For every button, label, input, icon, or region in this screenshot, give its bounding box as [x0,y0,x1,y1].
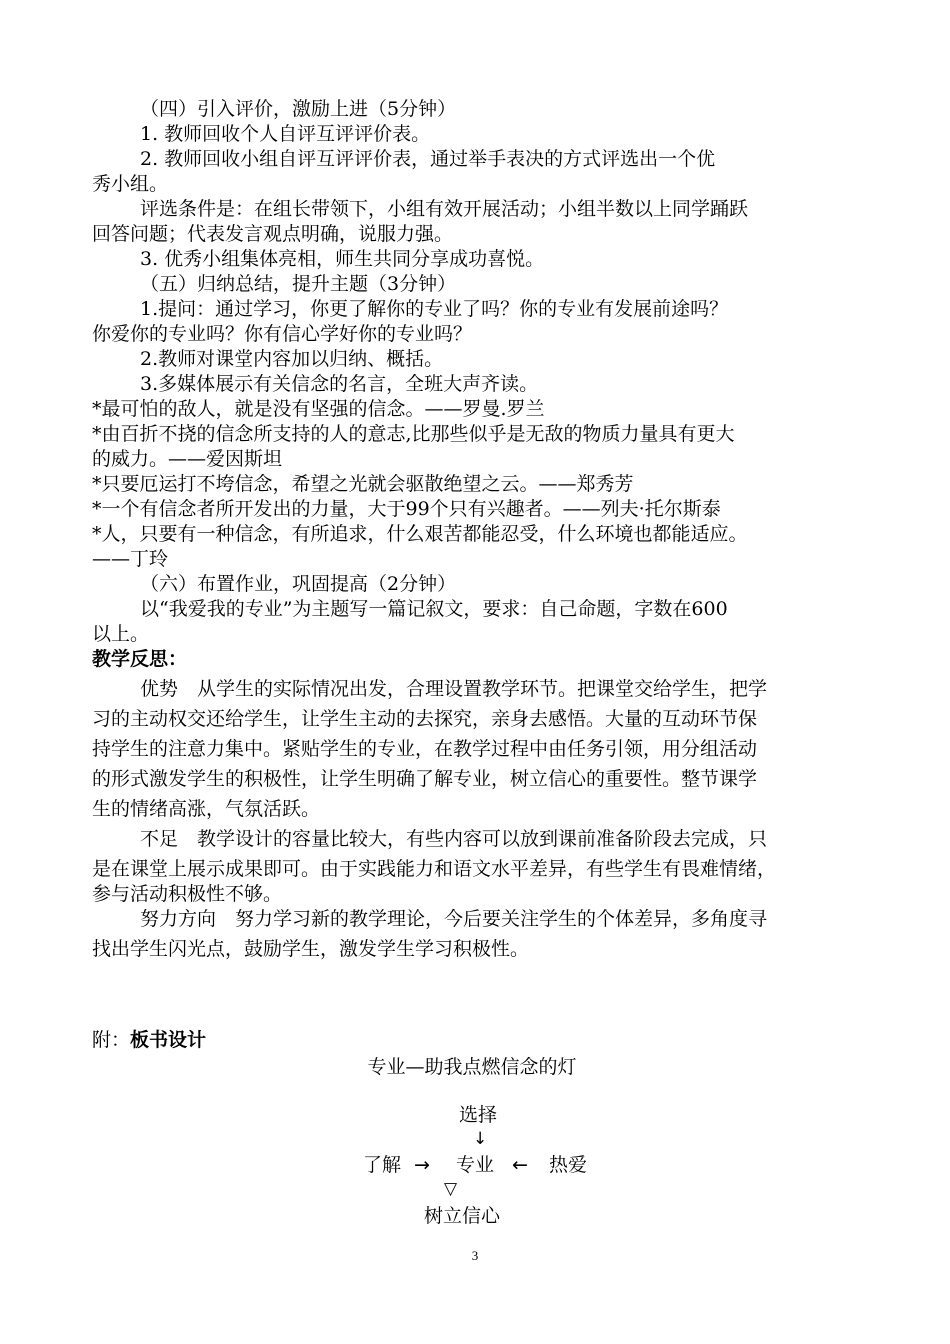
paragraph-line: 生的情绪高涨，气氛活跃。 [92,798,321,820]
paragraph-line: 持学生的注意力集中。紧贴学生的专业，在教学过程中由任务引领，用分组活动 [92,738,758,760]
page-number: 3 [471,1248,479,1263]
section-heading-4: （四）引入评价，激励上进（5分钟） [140,98,457,120]
appendix-title: 板书设计 [130,1029,207,1051]
arrow-down-icon: ↓ [473,1129,488,1149]
arrow-left-icon: ← [512,1154,528,1176]
arrow-right-icon: → [414,1154,430,1176]
board-node-top: 选择 [458,1104,498,1126]
quote-line: *一个有信念者所开发出的力量，大于99个只有兴趣者。——列夫·托尔斯泰 [92,498,721,520]
section-heading-5: （五）归纳总结，提升主题（3分钟） [140,273,457,295]
reflection-heading: 教学反思： [92,648,188,670]
paragraph-line: 3. 优秀小组集体亮相，师生共同分享成功喜悦。 [140,248,545,270]
paragraph-line: 努力方向 努力学习新的教学理论，今后要关注学生的个体差异，多角度寻 [140,908,768,930]
appendix-heading [92,1028,206,1052]
paragraph-line: 3.多媒体展示有关信念的名言，全班大声齐读。 [140,373,539,395]
board-node-bottom: 树立信心 [423,1205,501,1227]
paragraph-line: 2. 教师回收小组自评互评评价表，通过举手表决的方式评选出一个优 [140,148,716,170]
appendix-prefix: 附： [92,1029,131,1051]
board-node-right: 热爱 [548,1154,588,1176]
quote-line: ——丁玲 [92,548,169,570]
paragraph-line: 你爱你的专业吗？你有信心学好你的专业吗？ [92,323,473,345]
board-node-left: 了解 [362,1154,402,1176]
paragraph-line: 回答问题；代表发言观点明确，说服力强。 [92,223,454,245]
paragraph-line: 是在课堂上展示成果即可。由于实践能力和语文水平差异，有些学生有畏难情绪， [92,858,777,880]
quote-line: 的威力。——爱因斯坦 [92,448,283,470]
paragraph-line: 1.提问：通过学习，你更了解你的专业了吗？你的专业有发展前途吗？ [140,298,729,320]
paragraph-line: 1. 教师回收个人自评互评评价表。 [140,123,431,145]
board-node-center: 专业 [455,1154,495,1176]
quote-line: *最可怕的敌人，就是没有坚强的信念。——罗曼.罗兰 [92,398,545,420]
quote-line: *由百折不挠的信念所支持的人的意志,比那些似乎是无敌的物质力量具有更大 [92,423,735,445]
section-heading-6: （六）布置作业，巩固提高（2分钟） [140,573,457,595]
board-heading: 专业—助我点燃信念的灯 [367,1056,577,1078]
paragraph-line: 优势 从学生的实际情况出发，合理设置教学环节。把课堂交给学生，把学 [140,678,768,700]
quote-line: *只要厄运打不垮信念，希望之光就会驱散绝望之云。——郑秀芳 [92,473,634,495]
triangle-down-icon: ▽ [444,1179,458,1199]
paragraph-line: 参与活动积极性不够。 [92,883,283,905]
paragraph-line: 以“我爱我的专业”为主题写一篇记叙文，要求：自己命题，字数在600 [140,598,728,620]
paragraph-line: 不足 教学设计的容量比较大，有些内容可以放到课前准备阶段去完成，只 [140,828,768,850]
paragraph-line: 2.教师对课堂内容加以归纳、概括。 [140,348,444,370]
quote-line: *人，只要有一种信念，有所追求，什么艰苦都能忍受，什么环境也都能适应。 [92,523,748,545]
paragraph-line: 的形式激发学生的积极性，让学生明确了解专业，树立信心的重要性。整节课学 [92,768,758,790]
paragraph-line: 秀小组。 [92,173,169,195]
paragraph-line: 找出学生闪光点，鼓励学生，激发学生学习积极性。 [92,938,530,960]
paragraph-line: 以上。 [92,623,150,645]
paragraph-line: 习的主动权交还给学生，让学生主动的去探究，亲身去感悟。大量的互动环节保 [92,708,758,730]
paragraph-line: 评选条件是：在组长带领下，小组有效开展活动；小组半数以上同学踊跃 [140,198,749,220]
